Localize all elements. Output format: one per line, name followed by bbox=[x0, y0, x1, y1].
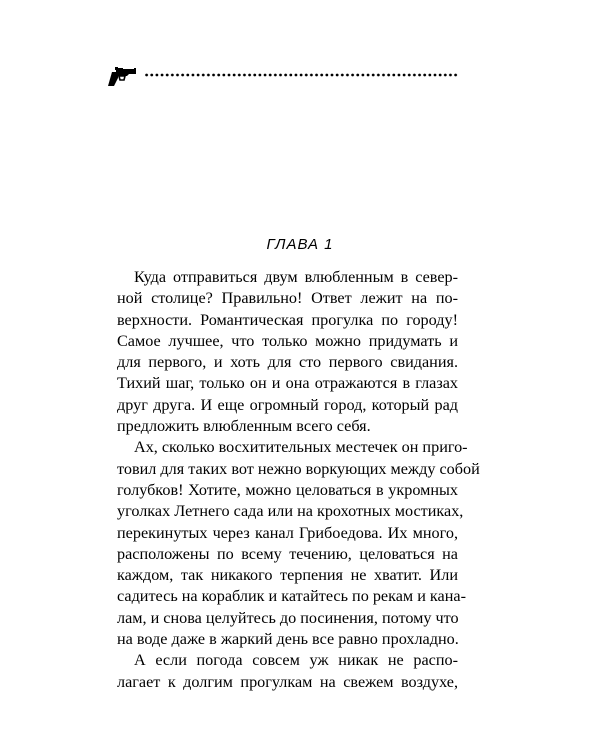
text-line: на воде даже в жаркий день все равно прохладно. bbox=[117, 630, 459, 649]
page-header bbox=[107, 64, 459, 88]
chapter-title: ГЛАВА 1 bbox=[266, 236, 334, 253]
text-line: перекинутых через канал Грибоедова. Их много, bbox=[117, 523, 458, 542]
header-dotted-rule bbox=[145, 73, 459, 77]
text-line: друг друга. И еще огромный город, который рад bbox=[117, 395, 458, 414]
text-line: голубков! Хотите, можно целоваться в укромных bbox=[117, 480, 458, 499]
text-line: уголках Летнего сада или на крохотных мостиках, bbox=[117, 502, 464, 521]
text-line: предложить влюбленным всего себя. bbox=[117, 417, 371, 436]
text-line: Тихий шаг, только он и она отражаются в глазах bbox=[117, 374, 458, 393]
revolver-icon bbox=[107, 64, 137, 88]
text-line: садитесь на кораблик и катайтесь по рекам и кана- bbox=[117, 587, 466, 606]
text-line: расположены по всему течению, целоваться на bbox=[117, 544, 458, 563]
text-line: А если погода совсем уж никак не распо- bbox=[134, 651, 458, 670]
text-line: лагает к долгим прогулкам на свежем воздухе, bbox=[117, 672, 458, 691]
text-line: ной столице? Правильно! Ответ лежит на по- bbox=[117, 289, 458, 308]
text-line: лам, и снова целуйтесь до посинения, потому что bbox=[117, 608, 459, 627]
text-line: верхности. Романтическая прогулка по городу! bbox=[117, 310, 458, 329]
text-line: Самое лучшее, что только можно придумать и bbox=[117, 331, 458, 350]
text-line: товил для таких вот нежно воркующих между собой bbox=[117, 459, 480, 478]
text-line: каждом, так никакого терпения не хватит. Или bbox=[117, 566, 458, 585]
text-line: Куда отправиться двум влюбленным в север- bbox=[134, 268, 458, 286]
chapter-text bbox=[117, 267, 480, 693]
text-line: Ах, сколько восхитительных местечек он приго- bbox=[134, 438, 468, 457]
text-line: для первого, и хоть для сто первого свидания. bbox=[117, 353, 458, 372]
